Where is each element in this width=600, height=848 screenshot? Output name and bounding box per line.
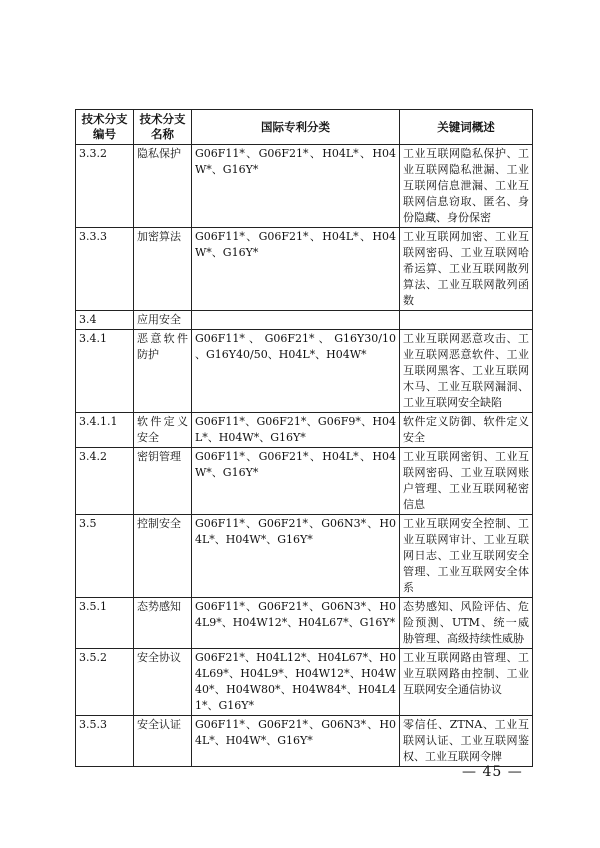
branch-name-text: 控制安全	[137, 517, 181, 530]
keywords-text: 工业互联网路由管理、工业互联网路由控制、工业互联网安全通信协议	[403, 651, 529, 696]
branch-name-text: 恶意软件防护	[137, 332, 188, 361]
cell-ipc	[192, 413, 400, 448]
cell-branch-name	[134, 716, 192, 767]
cell-keywords	[400, 515, 533, 598]
table-header	[76, 110, 533, 145]
ipc-text: G06F11* 、 G06F21* 、 G16Y30/10 、G16Y40/50、H04L*、H04W*	[195, 332, 396, 361]
cell-keywords	[400, 145, 533, 228]
branch-name-text: 应用安全	[137, 313, 181, 326]
table-row	[76, 598, 533, 649]
cell-ipc	[192, 311, 400, 330]
cell-keywords	[400, 598, 533, 649]
ipc-text: G06F11*、G06F21*、G06N3*、H04L*、H04W*、G16Y*	[195, 517, 396, 546]
cell-keywords	[400, 448, 533, 515]
cell-keywords	[400, 311, 533, 330]
branch-name-text: 安全认证	[137, 718, 181, 731]
ipc-text: G06F11*、G06F21*、G06N3*、H04L*、H04W*、G16Y*	[195, 718, 396, 747]
cell-branch-name	[134, 649, 192, 716]
table-row	[76, 145, 533, 228]
cell-branch-name	[134, 598, 192, 649]
cell-branch-number: 3.4.2	[76, 448, 134, 515]
header-keywords: 关键词概述	[400, 110, 533, 145]
branch-name-text: 密钥管理	[137, 450, 181, 463]
cell-branch-name	[134, 413, 192, 448]
cell-branch-number: 3.5.2	[76, 649, 134, 716]
cell-branch-name	[134, 330, 192, 413]
table-body	[76, 145, 533, 767]
keywords-text: 态势感知、风险评估、危险预测、UTM、统一威胁管理、高级持续性威胁	[403, 600, 529, 645]
keywords-text: 软件定义防御、软件定义安全	[403, 415, 529, 444]
cell-keywords	[400, 330, 533, 413]
page-number: — 45 —	[462, 764, 523, 780]
cell-branch-number: 3.5	[76, 515, 134, 598]
ipc-text: G06F21*、H04L12*、H04L67*、H04L69*、H04L9*、H04W12*、H04W40*、H04W80*、H04W84*、H04L41*、G16Y*	[195, 651, 396, 712]
header-ipc: 国际专利分类	[192, 110, 400, 145]
cell-branch-number: 3.5.3	[76, 716, 134, 767]
keywords-text: 工业互联网恶意攻击、工业互联网恶意软件、工业互联网黑客、工业互联网木马、工业互联网漏洞、工业互联网安全缺陷	[403, 332, 529, 409]
keywords-text: 工业互联网隐私保护、工业互联网隐私泄漏、工业互联网信息泄漏、工业互联网信息窃取、匿名、身份隐藏、身份保密	[403, 147, 529, 224]
table-row	[76, 515, 533, 598]
cell-branch-name	[134, 228, 192, 311]
header-branch-number: 技术分支编号	[76, 110, 134, 145]
cell-keywords	[400, 716, 533, 767]
cell-branch-number: 3.3.2	[76, 145, 134, 228]
cell-keywords	[400, 228, 533, 311]
patent-classification-table	[75, 109, 533, 767]
keywords-text: 工业互联网加密、工业互联网密码、工业互联网哈希运算、工业互联网散列算法、工业互联网散列函数	[403, 230, 529, 307]
table-row	[76, 716, 533, 767]
cell-branch-number: 3.4.1.1	[76, 413, 134, 448]
branch-name-text: 隐私保护	[137, 147, 181, 160]
cell-branch-name	[134, 515, 192, 598]
table-row	[76, 330, 533, 413]
header-branch-name: 技术分支名称	[134, 110, 192, 145]
cell-ipc	[192, 330, 400, 413]
cell-branch-name	[134, 448, 192, 515]
table-row	[76, 413, 533, 448]
ipc-text: G06F11*、G06F21*、G06F9*、H04L*、H04W*、G16Y*	[195, 415, 396, 444]
cell-branch-number: 3.3.3	[76, 228, 134, 311]
branch-name-text: 态势感知	[137, 600, 181, 613]
table-row	[76, 228, 533, 311]
cell-ipc	[192, 145, 400, 228]
branch-name-text: 安全协议	[137, 651, 181, 664]
cell-keywords	[400, 649, 533, 716]
branch-name-text: 加密算法	[137, 230, 181, 243]
table-row	[76, 649, 533, 716]
cell-ipc	[192, 716, 400, 767]
cell-keywords	[400, 413, 533, 448]
cell-ipc	[192, 448, 400, 515]
cell-branch-number: 3.4	[76, 311, 134, 330]
cell-branch-number: 3.4.1	[76, 330, 134, 413]
ipc-text: G06F11*、G06F21*、H04L*、H04W*、G16Y*	[195, 230, 396, 259]
table-row	[76, 448, 533, 515]
cell-branch-number: 3.5.1	[76, 598, 134, 649]
keywords-text: 工业互联网安全控制、工业互联网审计、工业互联网日志、工业互联网安全管理、工业互联网安全体系	[403, 517, 529, 594]
cell-branch-name	[134, 145, 192, 228]
ipc-text: G06F11*、G06F21*、H04L*、H04W*、G16Y*	[195, 147, 396, 176]
table-row	[76, 311, 533, 330]
keywords-text: 工业互联网密钥、工业互联网密码、工业互联网账户管理、工业互联网秘密信息	[403, 450, 529, 511]
table-header-row	[76, 110, 533, 145]
cell-ipc	[192, 598, 400, 649]
cell-ipc	[192, 515, 400, 598]
ipc-text: G06F11*、G06F21*、H04L*、H04W*、G16Y*	[195, 450, 396, 479]
cell-ipc	[192, 228, 400, 311]
cell-ipc	[192, 649, 400, 716]
keywords-text: 零信任、ZTNA、工业互联网认证、工业互联网鉴权、工业互联网令牌	[403, 718, 529, 763]
ipc-text: G06F11*、G06F21*、G06N3*、H04L9*、H04W12*、H04L67*、G16Y*	[195, 600, 396, 629]
cell-branch-name	[134, 311, 192, 330]
branch-name-text: 软件定义安全	[137, 415, 188, 444]
